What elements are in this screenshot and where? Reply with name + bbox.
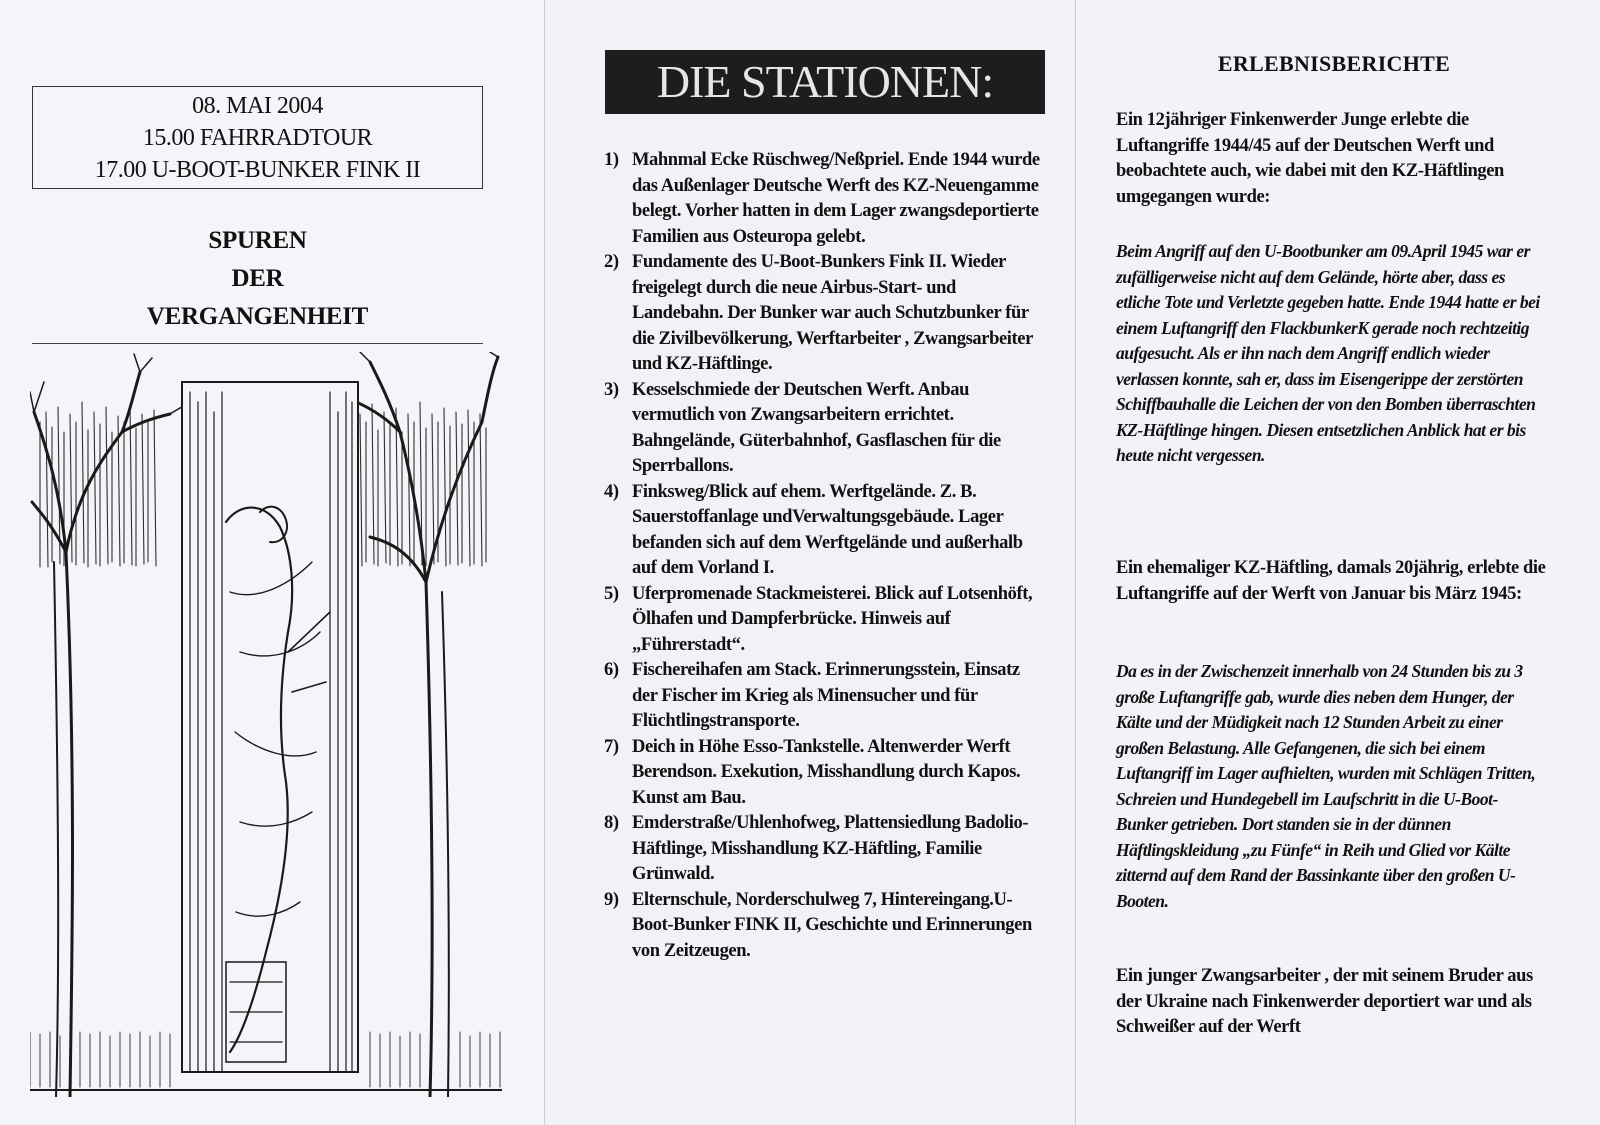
station-number: 6)	[604, 660, 619, 680]
list-item	[604, 148, 1049, 250]
title-line: DER	[231, 265, 284, 292]
brochure-title	[32, 222, 483, 336]
report-quote-prisoner: Da es in der Zwischenzeit innerhalb von 24 Stunden bis zu 3 große Luftangriffe gab, wurde dies neben dem Hunger, der Kälte und der Müdigkeit nach 12 Stunden Arbeit zu einer großen Belastung. Alle Gefangenen, die sich bei einem Luftangriff im Lager aufhielten, wurden mit Schlägen Tritten, Schreien und Hundegebell im Laufschritt in die U-Boot-Bunker getrieben. Dort standen sie in der dünnen Häftlingskleidung „zu Fünfe“ in Reih und Glied vor Kälte zitternd auf dem Rand der Bassinkante über den großen U-Booten.	[1116, 661, 1536, 911]
station-text: Mahnmal Ecke Rüschweg/Neßpriel. Ende 1944 wurde das Außenlager Deutsche Werft des KZ-Neuengamme belegt. Vorher hatten in dem Lager zwangsdeportierte Familien aus Osteuropa gelebt.	[632, 150, 1040, 247]
title-divider	[32, 343, 483, 344]
report-intro-forced-laborer: Ein junger Zwangsarbeiter , der mit seinem Bruder aus der Ukraine nach Finkenwerder deportiert war und als Schweißer auf der Werft	[1116, 966, 1533, 1037]
event-info-box	[32, 86, 483, 189]
stations-list	[604, 148, 1049, 964]
memorial-illustration	[30, 352, 502, 1097]
event-bike-tour: 15.00 FAHRRADTOUR	[142, 125, 373, 151]
title-line: SPUREN	[208, 227, 307, 254]
report-intro-prisoner: Ein ehemaliger KZ-Häftling, damals 20jährig, erlebte die Luftangriffe auf der Werft von Januar bis März 1945:	[1116, 558, 1546, 604]
station-number: 1)	[604, 150, 619, 170]
station-text: Deich in Höhe Esso-Tankstelle. Altenwerder Werft Berendson. Exekution, Misshandlung durch Kapos. Kunst am Bau.	[632, 736, 1021, 808]
station-number: 3)	[604, 379, 619, 400]
station-number: 4)	[604, 481, 619, 502]
list-item	[604, 658, 1049, 735]
list-item	[604, 378, 1049, 480]
station-text: Fundamente des U-Boot-Bunkers Fink II. Wieder freigelegt durch die neue Airbus-Start- und Landebahn. Der Bunker war auch Schutzbunker für die Zivilbevölkerung, Werftarbeiter , Zwangsarbeiter und KZ-Häftlinge.	[632, 252, 1033, 374]
list-item	[604, 250, 1049, 378]
report-quote-boy: Beim Angriff auf den U-Bootbunker am 09.April 1945 war er zufälligerweise nicht auf dem Gelände, hörte aber, dass es etliche Tote und Verletzte gegeben hatte. Ende 1944 hatte er bei einem Luftangriff den FlackbunkerK gerade noch rechtzeitig aufgesucht. Als er ihn nach dem Angriff endlich wieder verlassen konnte, sah er, dass im Eisengerippe der zerstörten Schiffbauhalle die Leichen der von den Bomben überraschten KZ-Häftlinge hingen. Diesen entsetzlichen Anblick hat er bis heute nicht vergessen.	[1116, 241, 1540, 465]
event-bunker: 17.00 U-BOOT-BUNKER FINK II	[94, 157, 421, 183]
station-text: Finksweg/Blick auf ehem. Werftgelände. Z. B. Sauerstoffanlage undVerwaltungsgebäude. Lager befanden sich auf dem Werftgelände und außerhalb auf dem Vorland I.	[632, 481, 1023, 578]
station-number: 9)	[604, 889, 619, 910]
station-number: 5)	[604, 583, 619, 604]
station-text: Uferpromenade Stackmeisterei. Blick auf Lotsenhöft, Ölhafen und Dampferbrücke. Hinweis auf „Führerstadt“.	[632, 583, 1033, 655]
station-number: 2)	[604, 252, 619, 272]
station-number: 8)	[604, 813, 619, 833]
station-text: Fischereihafen am Stack. Erinnerungsstein, Einsatz der Fischer im Krieg als Minensucher und für Flüchtlingstransporte.	[632, 660, 1020, 731]
report-intro-boy: Ein 12jähriger Finkenwerder Junge erlebte die Luftangriffe 1944/45 auf der Deutschen Werft und beobachtete auch, wie dabei mit den KZ-Häftlingen umgegangen wurde:	[1116, 110, 1504, 207]
station-number: 7)	[604, 736, 619, 757]
list-item	[604, 735, 1049, 812]
station-text: Elternschule, Norderschulweg 7, Hintereingang.U-Boot-Bunker FINK II, Geschichte und Erinnerungen von Zeitzeugen.	[632, 889, 1032, 961]
station-text: Emderstraße/Uhlenhofweg, Plattensiedlung Badolio-Häftlinge, Misshandlung KZ-Häftling, Familie Grünwald.	[632, 813, 1029, 884]
event-date: 08. MAI 2004	[192, 93, 323, 119]
stations-heading: DIE STATIONEN:	[605, 50, 1045, 114]
cover-panel	[0, 0, 545, 1125]
list-item	[604, 582, 1049, 659]
list-item	[604, 888, 1049, 965]
station-text: Kesselschmiede der Deutschen Werft. Anbau vermutlich von Zwangsarbeitern errichtet. Bahngelände, Güterbahnhof, Gasflaschen für die Sperrballons.	[632, 379, 1001, 476]
title-line: VERGANGENHEIT	[146, 303, 369, 330]
list-item	[604, 811, 1049, 888]
list-item	[604, 480, 1049, 582]
reports-heading: ERLEBNISBERICHTE	[1217, 51, 1451, 76]
